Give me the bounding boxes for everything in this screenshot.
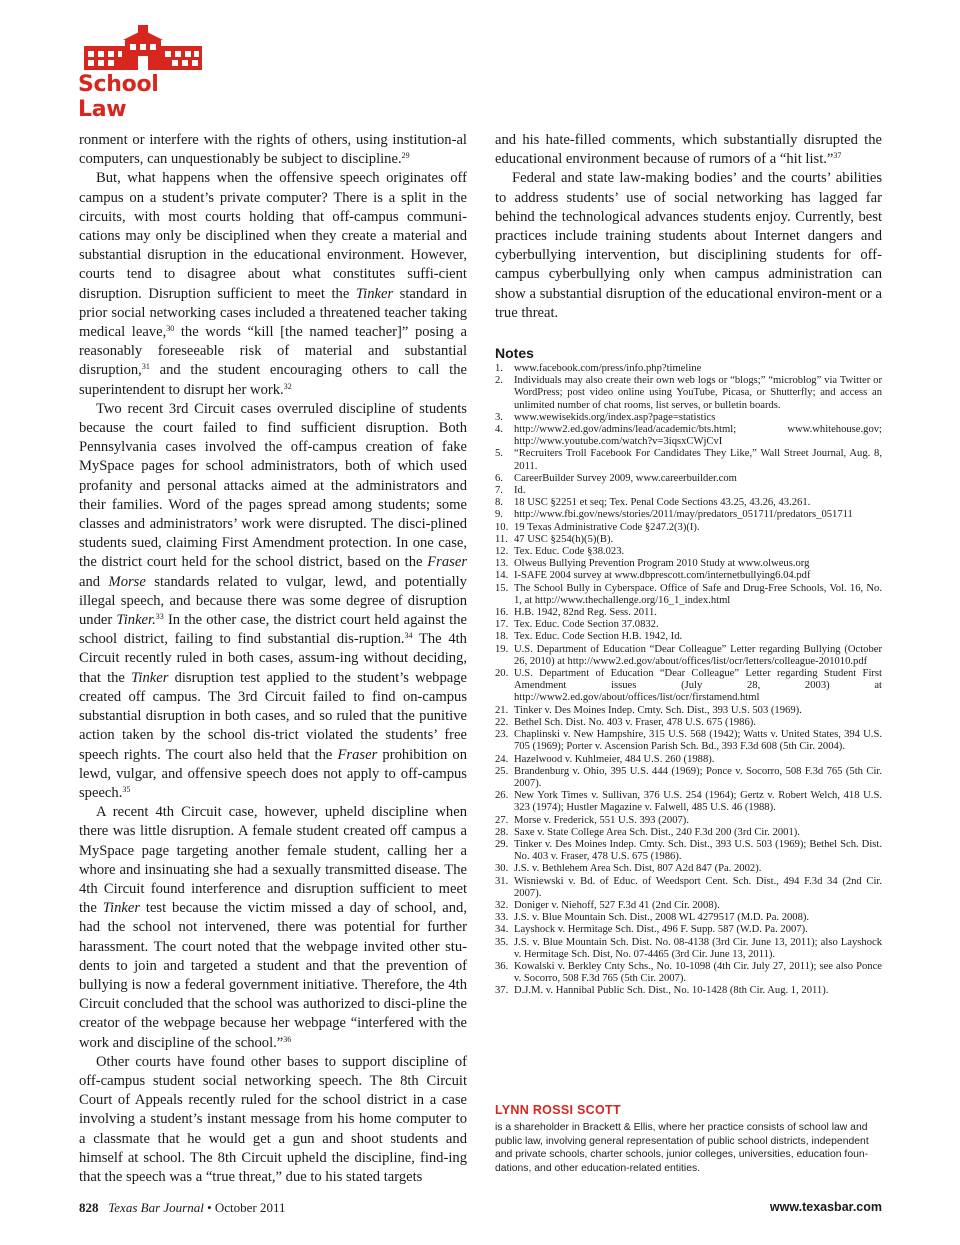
- note-text: Saxe v. State College Area Sch. Dist., 240 F.3d 200 (3rd Cir. 2001).: [514, 826, 800, 838]
- note-item: [495, 863, 882, 875]
- note-item: [495, 570, 882, 582]
- note-text: 19 Texas Administrative Code §247.2(3)(I).: [514, 521, 700, 533]
- note-text: Brandenburg v. Ohio, 395 U.S. 444 (1969); Ponce v. Socorro, 508 F.3d 765 (5th Cir. 2007).: [514, 765, 882, 789]
- note-number: 35.: [495, 936, 509, 948]
- note-number: 29.: [495, 838, 509, 850]
- page-number: 828: [79, 1200, 99, 1215]
- note-item: [495, 937, 882, 961]
- note-item: [495, 473, 882, 485]
- note-item: [495, 424, 882, 448]
- note-item: [495, 790, 882, 814]
- note-item: [495, 961, 882, 985]
- note-number: 14.: [495, 570, 509, 582]
- note-item: [495, 900, 882, 912]
- note-number: 7.: [495, 485, 503, 497]
- school-law-logo: [78, 22, 208, 122]
- note-number: 25.: [495, 765, 509, 777]
- note-item: [495, 912, 882, 924]
- note-item: [495, 754, 882, 766]
- issue-date: October 2011: [214, 1200, 286, 1215]
- note-number: 28.: [495, 826, 509, 838]
- paragraph: Other courts have found other bases to support discipline of off-campus student social networking speech. The 8th Circuit Court of Appeals recently ruled for the school district in a case involving a student’s instant message from his home computer to a classmate that he would get a gun and shoot students and himself at school. The 8th Circuit upheld the discipline, find-ing that the speech was a “true threat,” due to his stated targets: [79, 1053, 467, 1185]
- note-text: The School Bully in Cyberspace. Office of Safe and Drug-Free Schools, Vol. 16, No. 1, at http://www.thechallenge.org/16_1_index.html: [514, 582, 882, 606]
- note-text: 18 USC §2251 et seq; Tex. Penal Code Sections 43.25, 43.26, 43.261.: [514, 497, 811, 509]
- paragraph: A recent 4th Circuit case, however, upheld discipline when there was little disruption. A female student created off campus a MySpace page targeting another female student, calling her a whore and insinuating she had a sexually transmitted disease. The 4th Circuit found interference and disruption sufficient to meet the Tinker test because the victim missed a day of school, and, had the school not intervened, there was potential for further harassment. The court noted that the webpage invited other stu-dents to join and targeted a student and that the prevention of bullying is now a federal government initiative. Therefore, the 4th Circuit concluded that the school was authorized to disci-pline the creator of the webpage because her webpage “interfered with the work and discipline of the school.”$^{36}$: [79, 804, 467, 1051]
- note-text: Tex. Educ. Code §38.023.: [514, 546, 625, 558]
- note-item: [495, 815, 882, 827]
- note-item: [495, 522, 882, 534]
- note-text: Tex. Educ. Code Section H.B. 1942, Id.: [514, 631, 683, 643]
- note-number: 13.: [495, 558, 509, 570]
- note-text: Layshock v. Hermitage Sch. Dist., 496 F. Supp. 587 (W.D. Pa. 2007).: [514, 924, 808, 936]
- note-text: J.S. v. Blue Mountain Sch. Dist., 2008 WL 4279517 (M.D. Pa. 2008).: [514, 912, 810, 924]
- note-text: www.facebook.com/press/info.php?timeline: [514, 363, 702, 374]
- notes-list: [495, 363, 882, 998]
- paragraph: Federal and state law-making bodies’ and the courts’ abilities to address students’ use of social networking has lagged far behind the technological advances students enjoy. Currently, best practices include training students about Internet dangers and cyberbullying intervention, but disciplining students for off-campus cyberbullying only when campus administration can show a substantial disruption of the educational environ-ment or a true threat.: [495, 170, 882, 321]
- paragraph: Two recent 3rd Circuit cases overruled discipline of students because the court failed to find sufficient disruption. Both Pennsylvania cases involved the off-campus creation of fake MySpace pages for school administrators, both of which used profanity and personal attacks aimed at the administrators and their families. Word of the pages spread among students; some classes and administrators’ work were disrupted. The disci-plined students sued, claiming First Amendment protection. In one case, the district court held for the school district, based on the Fraser and Morse standards related to vulgar, lewd, and potentially illegal speech, and because there was some degree of disruption under Tinker.$^{33}$ In the other case, the district court held against the school district, failing to find substantial dis-ruption.$^{34}$ The 4th Circuit recently ruled in both cases, assum-ing without deciding, that the Tinker disruption test applied to the student’s webpage created off campus. The 3rd Circuit failed to find on-campus substantial disruption in both cases, and so ruled that the punitive action taken by the school dis-trict violated the students’ free speech rights. The court also held that the Fraser prohibition on lewd, vulgar, and offensive speech does not apply to off-campus speech.$^{35}$: [79, 400, 468, 801]
- note-number: 24.: [495, 753, 509, 765]
- footer-bullet: •: [207, 1200, 212, 1215]
- footer-website-link[interactable]: www.texasbar.com: [769, 1200, 882, 1214]
- article-left-column: [79, 131, 467, 1187]
- note-number: 1.: [495, 363, 503, 374]
- note-item: [495, 827, 882, 839]
- note-number: 16.: [495, 607, 509, 619]
- note-text: 47 USC §254(h)(5)(B).: [514, 533, 614, 545]
- note-text: “Recruiters Troll Facebook For Candidates They Like,” Wall Street Journal, Aug. 8, 2011.: [514, 448, 882, 472]
- note-item: [495, 558, 882, 570]
- note-number: 20.: [495, 668, 509, 680]
- note-text: U.S. Department of Education “Dear Colleague” Letter regarding Bullying (October 26, 2010) at http://www2.ed.gov/about/offices/list/ocr/letters/colleague-201010.pdf: [514, 643, 882, 667]
- note-number: 26.: [495, 790, 509, 802]
- note-number: 12.: [495, 546, 509, 558]
- note-item: [495, 717, 882, 729]
- note-item: [495, 546, 882, 558]
- note-number: 2.: [495, 375, 503, 387]
- note-item: [495, 485, 882, 497]
- note-text: www.wewisekids.org/index.asp?page=statistics: [514, 411, 716, 423]
- note-item: [495, 534, 882, 546]
- note-text: Wisniewski v. Bd. of Educ. of Weedsport Cent. Sch. Dist., 494 F.3d 34 (2nd Cir. 2007).: [514, 875, 882, 899]
- article-right-column: [495, 131, 882, 323]
- note-item: [495, 583, 882, 607]
- note-item: [495, 607, 882, 619]
- footer-left: [79, 1200, 286, 1216]
- note-number: 9.: [495, 509, 503, 521]
- note-item: [495, 631, 882, 643]
- note-text: H.B. 1942, 82nd Reg. Sess. 2011.: [514, 607, 657, 619]
- note-item: [495, 363, 882, 375]
- note-number: 18.: [495, 631, 509, 643]
- note-text: Morse v. Frederick, 551 U.S. 393 (2007).: [514, 814, 689, 826]
- logo-text: School Law: [78, 72, 159, 122]
- note-text: Hazelwood v. Kuhlmeier, 484 U.S. 260 (1988).: [514, 753, 715, 765]
- note-item: [495, 448, 882, 472]
- note-number: 22.: [495, 716, 509, 728]
- note-text: J.S. v. Blue Mountain Sch. Dist. No. 08-4138 (3rd Cir. June 13, 2011); also Layshock v. Hermitage Sch. Dist, No. 07-4465 (3rd Cir. June 13, 2011).: [514, 936, 882, 960]
- note-number: 23.: [495, 729, 509, 741]
- note-text: I-SAFE 2004 survey at www.dbprescott.com/internetbullying6.04.pdf: [514, 570, 811, 582]
- note-text: Chaplinski v. New Hampshire, 315 U.S. 568 (1942); Watts v. United States, 394 U.S. 705 (1969); Porter v. Ascension Parish Sch. Bd., 393 F.3d 608 (5th Cir. 2004).: [514, 729, 882, 753]
- note-number: 6.: [495, 472, 503, 484]
- paragraph: and his hate-filled comments, which substantially disrupted the educational environment because of rumors of a “hit list.”$^{37}$: [495, 132, 882, 168]
- note-item: [495, 668, 882, 705]
- note-text: J.S. v. Bethlehem Area Sch. Dist, 807 A2d 847 (Pa. 2002).: [514, 863, 762, 875]
- note-number: 36.: [495, 960, 509, 972]
- note-text: U.S. Department of Education “Dear Colleague” Letter regarding Student First Amendment issues (July 28, 2003) at http://www2.ed.gov/about/offices/list/ocr/firstamend.html: [514, 668, 882, 704]
- note-text: http://www.fbi.gov/news/stories/2011/may/predators_051711/predators_051711: [514, 509, 853, 521]
- note-text: http://www2.ed.gov/admins/lead/academic/bts.html; www.whitehouse.gov; http://www.youtube.com/watch?v=3iqsxCWjCvI: [514, 424, 882, 448]
- note-text: Tex. Educ. Code Section 37.0832.: [514, 619, 659, 631]
- note-text: Bethel Sch. Dist. No. 403 v. Fraser, 478 U.S. 675 (1986).: [514, 716, 756, 728]
- note-number: 32.: [495, 899, 509, 911]
- paragraph: ronment or interfere with the rights of others, using institution-al computers, can unquestionably be subject to discipline.$^{29}$: [79, 132, 467, 168]
- note-item: [495, 644, 882, 668]
- note-text: New York Times v. Sullivan, 376 U.S. 254 (1964); Gertz v. Robert Welch, 418 U.S. 323 (1974); Hustler Magazine v. Falwell, 485 U.S. 46 (1988).: [514, 790, 882, 814]
- note-text: Kowalski v. Berkley Cnty Schs., No. 10-1098 (4th Cir. July 27, 2011); see also Ponce v. Socorro, 508 F.3d 765 (5th Cir. 2007).: [514, 960, 882, 985]
- author-name: LYNN ROSSI SCOTT: [495, 1103, 621, 1117]
- schoolhouse-icon: [78, 22, 208, 72]
- note-text: Individuals may also create their own web logs or “blogs;” “microblog” via Twitter or WordPress; post video online using YouTube, Picasa, or Shutterfly; and access an unlimited number of chat rooms, list serves, or bulletin boards.: [514, 375, 882, 411]
- notes-heading: Notes: [495, 345, 534, 361]
- note-number: 21.: [495, 704, 509, 716]
- note-text: Doniger v. Niehoff, 527 F.3d 41 (2nd Cir. 2008).: [514, 899, 720, 911]
- note-number: 37.: [495, 985, 509, 997]
- note-number: 4.: [495, 424, 503, 436]
- note-item: [495, 729, 882, 753]
- note-number: 17.: [495, 619, 509, 631]
- note-number: 11.: [495, 533, 508, 545]
- note-number: 3.: [495, 411, 503, 423]
- note-text: Id.: [514, 485, 526, 497]
- note-number: 27.: [495, 814, 509, 826]
- note-item: [495, 375, 882, 412]
- note-item: [495, 876, 882, 900]
- note-item: [495, 924, 882, 936]
- note-number: 31.: [495, 875, 509, 887]
- note-item: [495, 497, 882, 509]
- note-text: Tinker v. Des Moines Indep. Cmty. Sch. Dist., 393 U.S. 503 (1969).: [514, 704, 802, 716]
- note-item: [495, 619, 882, 631]
- note-number: 5.: [495, 448, 503, 460]
- note-item: [495, 766, 882, 790]
- note-text: Tinker v. Des Moines Indep. Cmty. Sch. Dist., 393 U.S. 503 (1969); Bethel Sch. Dist. No. 403 v. Fraser, 478 U.S. 675 (1986).: [514, 838, 882, 863]
- note-number: 10.: [495, 521, 509, 533]
- note-item: [495, 412, 882, 424]
- note-number: 15.: [495, 582, 509, 594]
- note-number: 34.: [495, 924, 509, 936]
- note-number: 30.: [495, 863, 509, 875]
- journal-name: Texas Bar Journal: [108, 1200, 204, 1215]
- note-item: [495, 705, 882, 717]
- note-number: 8.: [495, 497, 503, 509]
- paragraph: But, what happens when the offensive speech originates off campus on a student’s private computer? There is a split in the circuits, with most courts holding that off-campus communi-cations may only be disciplined when they create a material and substantial disruption in the educational environment. However, courts tend to disagree about what constitutes suffi-cient disruption. Disruption sufficient to meet the Tinker standard in prior social networking cases included a threatened teacher taking medical leave,$^{30}$ the words “kill [the named teacher]” posing a reasonably foreseeable risk of material and substantial disruption,$^{31}$ and the student encouraging others to call the superintendent to disrupt her work.$^{32}$: [79, 170, 467, 398]
- note-item: [495, 509, 882, 521]
- note-number: 19.: [495, 643, 509, 655]
- note-text: CareerBuilder Survey 2009, www.careerbuilder.com: [514, 472, 737, 484]
- note-number: 33.: [495, 912, 509, 924]
- note-item: [495, 985, 882, 997]
- note-item: [495, 839, 882, 863]
- author-bio: is a shareholder in Brackett & Ellis, where her practice consists of school law and public law, involving general representation of public school districts, independent and private schools, charter schools, junior colleges, universities, education foun-dations, and other education-related entities.: [495, 1122, 869, 1174]
- note-text: D.J.M. v. Hannibal Public Sch. Dist., No. 10-1428 (8th Cir. Aug. 1, 2011).: [514, 985, 829, 997]
- note-text: Olweus Bullying Prevention Program 2010 Study at www.olweus.org: [514, 558, 810, 570]
